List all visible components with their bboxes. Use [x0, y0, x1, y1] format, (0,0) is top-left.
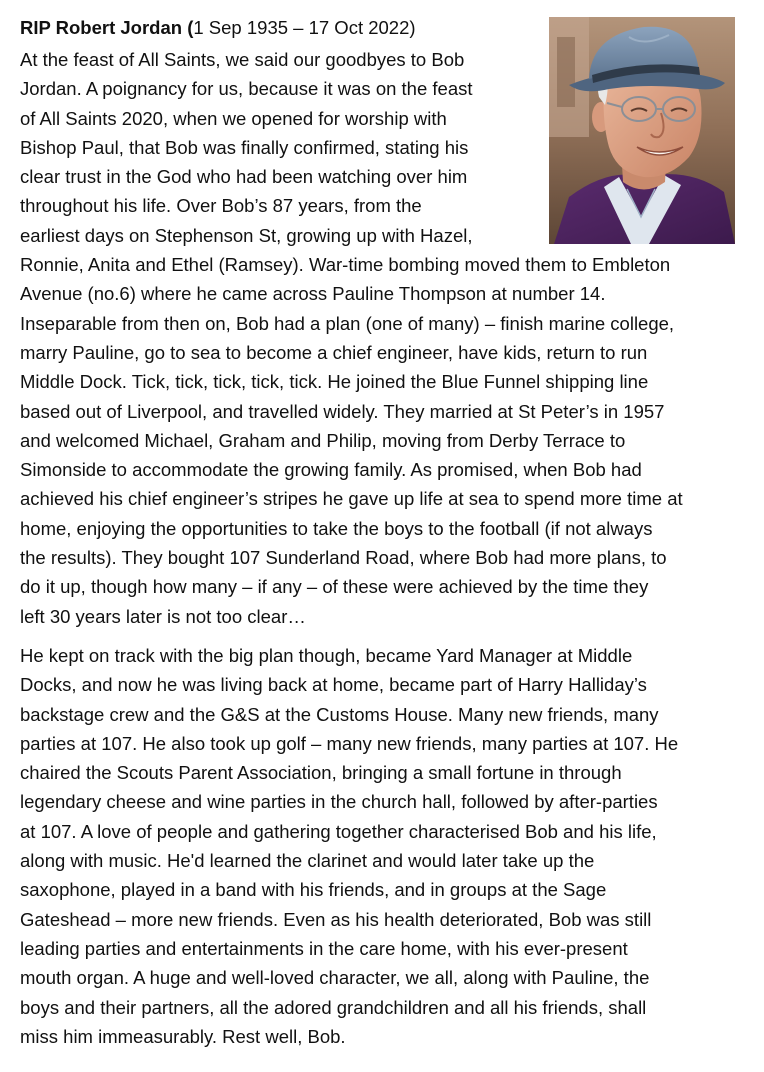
- heading-name: RIP Robert Jordan (: [20, 17, 194, 38]
- text-line: left 30 years later is not too clear…: [20, 605, 306, 627]
- text-line: At the feast of All Saints, we said our goodbyes to Bob: [20, 49, 465, 70]
- text-line: miss him immeasurably. Rest well, Bob.: [20, 1025, 346, 1047]
- text-line: backstage crew and the G&S at the Customs House. Many new friends, many: [20, 703, 659, 725]
- text-line: achieved his chief engineer’s stripes he gave up life at sea to spend more time at: [20, 488, 683, 510]
- text-line: of All Saints 2020, when we opened for worship with: [20, 107, 447, 129]
- heading-dates: 1 Sep 1935 – 17 Oct 2022): [193, 17, 416, 38]
- text-line: clear trust in the God who had been watching over him: [20, 166, 468, 188]
- text-line: Avenue (no.6) where he came across Pauline Thompson at number 14.: [20, 283, 606, 305]
- text-line: He kept on track with the big plan though, became Yard Manager at Middle: [20, 644, 633, 666]
- text-line: mouth organ. A huge and well-loved character, we all, along with Pauline, the: [20, 967, 650, 989]
- portrait-photo: [549, 17, 735, 244]
- text-line: Inseparable from then on, Bob had a plan (one of many) – finish marine college,: [20, 312, 675, 334]
- text-line: Docks, and now he was living back at home, became part of Harry Halliday’s: [20, 674, 647, 696]
- text-line: home, enjoying the opportunities to take the boys to the football (if not always: [20, 517, 653, 539]
- text-line: marry Pauline, go to sea to become a chief engineer, have kids, return to run: [20, 341, 648, 363]
- paragraph-2: [20, 641, 748, 1051]
- text-line: at 107. A love of people and gathering together characterised Bob and his life,: [20, 820, 657, 842]
- text-line: Ronnie, Anita and Ethel (Ramsey). War-time bombing moved them to Embleton: [20, 254, 671, 276]
- text-line: do it up, though how many – if any – of these were achieved by the time they: [20, 576, 649, 598]
- text-line: along with music. He'd learned the clarinet and would later take up the: [20, 850, 595, 872]
- text-line: legendary cheese and wine parties in the church hall, followed by after-parties: [20, 791, 658, 813]
- text-line: based out of Liverpool, and travelled widely. They married at St Peter’s in 1957: [20, 400, 665, 422]
- text-line: throughout his life. Over Bob’s 87 years, from the: [20, 195, 422, 217]
- text-line: Gateshead – more new friends. Even as his health deteriorated, Bob was still: [20, 908, 652, 930]
- text-line: Jordan. A poignancy for us, because it was on the feast: [20, 78, 473, 100]
- text-line: earliest days on Stephenson St, growing up with Hazel,: [20, 224, 473, 246]
- text-line: Middle Dock. Tick, tick, tick, tick, tick. He joined the Blue Funnel shipping line: [20, 371, 649, 393]
- text-line: the results). They bought 107 Sunderland Road, where Bob had more plans, to: [20, 547, 667, 569]
- text-line: parties at 107. He also took up golf – many new friends, many parties at 107. He: [20, 732, 679, 754]
- text-line: leading parties and entertainments in the care home, with his ever-present: [20, 937, 628, 959]
- text-line: chaired the Scouts Parent Association, bringing a small fortune in through: [20, 762, 622, 784]
- text-line: saxophone, played in a band with his friends, and in groups at the Sage: [20, 879, 607, 901]
- text-line: and welcomed Michael, Graham and Philip, moving from Derby Terrace to: [20, 429, 626, 451]
- text-line: boys and their partners, all the adored grandchildren and all his friends, shall: [20, 996, 647, 1018]
- text-line: Bishop Paul, that Bob was finally confirmed, stating his: [20, 136, 469, 158]
- text-line: Simonside to accommodate the growing family. As promised, when Bob had: [20, 459, 642, 481]
